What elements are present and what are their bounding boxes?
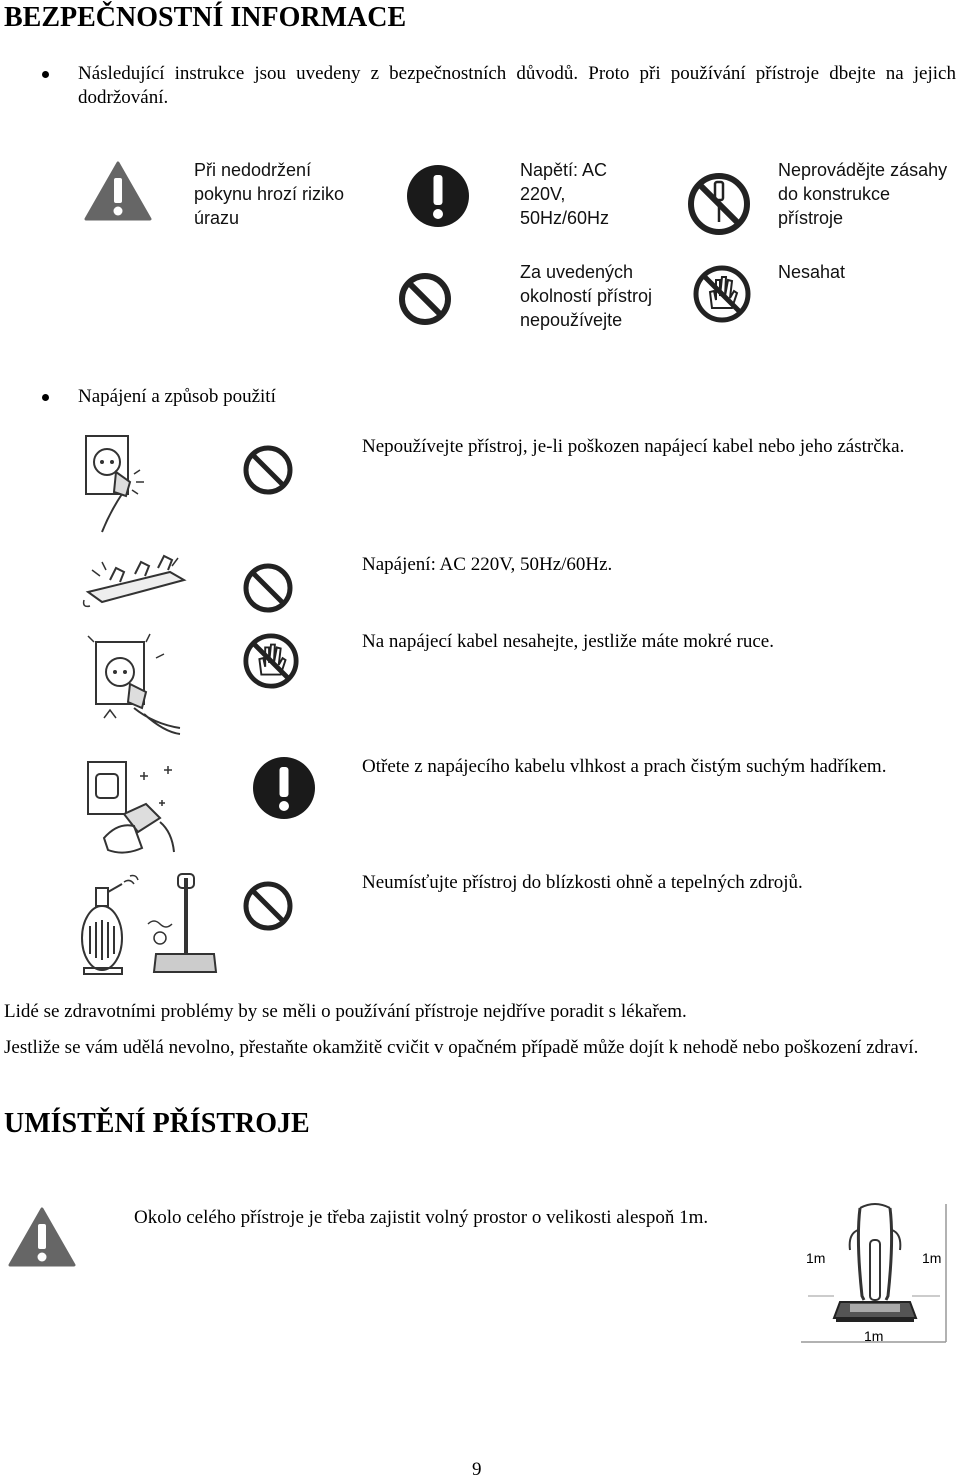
stop-note: Jestliže se vám udělá nevolno, přestaňte okamžitě cvičit v opačném případě může dojít k nehodě nebo poškození zdraví. [4, 1037, 919, 1058]
overloaded-power-strip-illustration [80, 550, 190, 610]
clearance-label-bottom: 1m [864, 1328, 884, 1344]
power-item-text: Neumísťujte přístroj do blízkosti ohně a tepelných zdrojů. [362, 872, 803, 893]
power-item-text: Napájení: AC 220V, 50Hz/60Hz. [362, 554, 613, 575]
power-item-text: Nepoužívejte přístroj, je-li poškozen napájecí kabel nebo jeho zástrčka. [362, 436, 905, 457]
no-touch-hand-icon [692, 264, 752, 329]
health-note: Lidé se zdravotními problémy by se měli o používání přístroje nejdříve poradit s lékařem. [4, 1001, 687, 1022]
legend-text-no-modify: Neprovádějte zásahy do konstrukce přístroje [778, 160, 948, 228]
legend-text-voltage: Napětí: AC 220V, 50Hz/60Hz [520, 160, 610, 228]
no-touch-hand-icon [242, 632, 300, 695]
exclamation-circle-icon [252, 756, 316, 825]
clearance-diagram [800, 1200, 948, 1352]
prohibited-circle-icon [398, 272, 452, 331]
exclamation-circle-icon [406, 164, 470, 233]
power-item-text: Otřete z napájecího kabelu vlhkost a prach čistým suchým hadříkem. [362, 756, 887, 777]
wipe-plug-illustration [84, 752, 184, 858]
power-heading: Napájení a způsob použití [78, 386, 276, 407]
warning-triangle-icon [8, 1206, 76, 1273]
bullet [42, 394, 49, 401]
wet-hands-plug-illustration [84, 628, 184, 740]
page-number: 9 [472, 1459, 482, 1480]
power-item-text: Na napájecí kabel nesahejte, jestliže máte mokré ruce. [362, 631, 774, 652]
clearance-label-right: 1m [922, 1250, 942, 1266]
damaged-plug-illustration [80, 432, 170, 537]
section-title-placement: UMÍSTĚNÍ PŘÍSTROJE [4, 1108, 310, 1139]
prohibited-circle-icon [242, 880, 294, 937]
prohibited-circle-icon [242, 444, 294, 501]
no-disassembly-icon [687, 172, 751, 241]
warning-triangle-icon [84, 160, 152, 227]
placement-text: Okolo celého přístroje je třeba zajistit volný prostor o velikosti alespoň 1m. [134, 1207, 709, 1228]
heater-near-device-illustration [74, 868, 222, 980]
section-title-safety: BEZPEČNOSTNÍ INFORMACE [4, 2, 407, 33]
prohibited-circle-icon [242, 562, 294, 619]
legend-text-do-not-use: Za uvedených okolností přístroj nepoužívejte [520, 262, 653, 330]
intro-paragraph: Následující instrukce jsou uvedeny z bezpečnostních důvodů. Proto při používání přístroje dbejte na jejich dodržování. [78, 63, 956, 108]
legend-text-no-touch: Nesahat [778, 262, 846, 282]
legend-text-risk: Při nedodržení pokynu hrozí riziko úrazu [194, 160, 345, 228]
clearance-label-left: 1m [806, 1250, 826, 1266]
bullet [42, 71, 49, 78]
